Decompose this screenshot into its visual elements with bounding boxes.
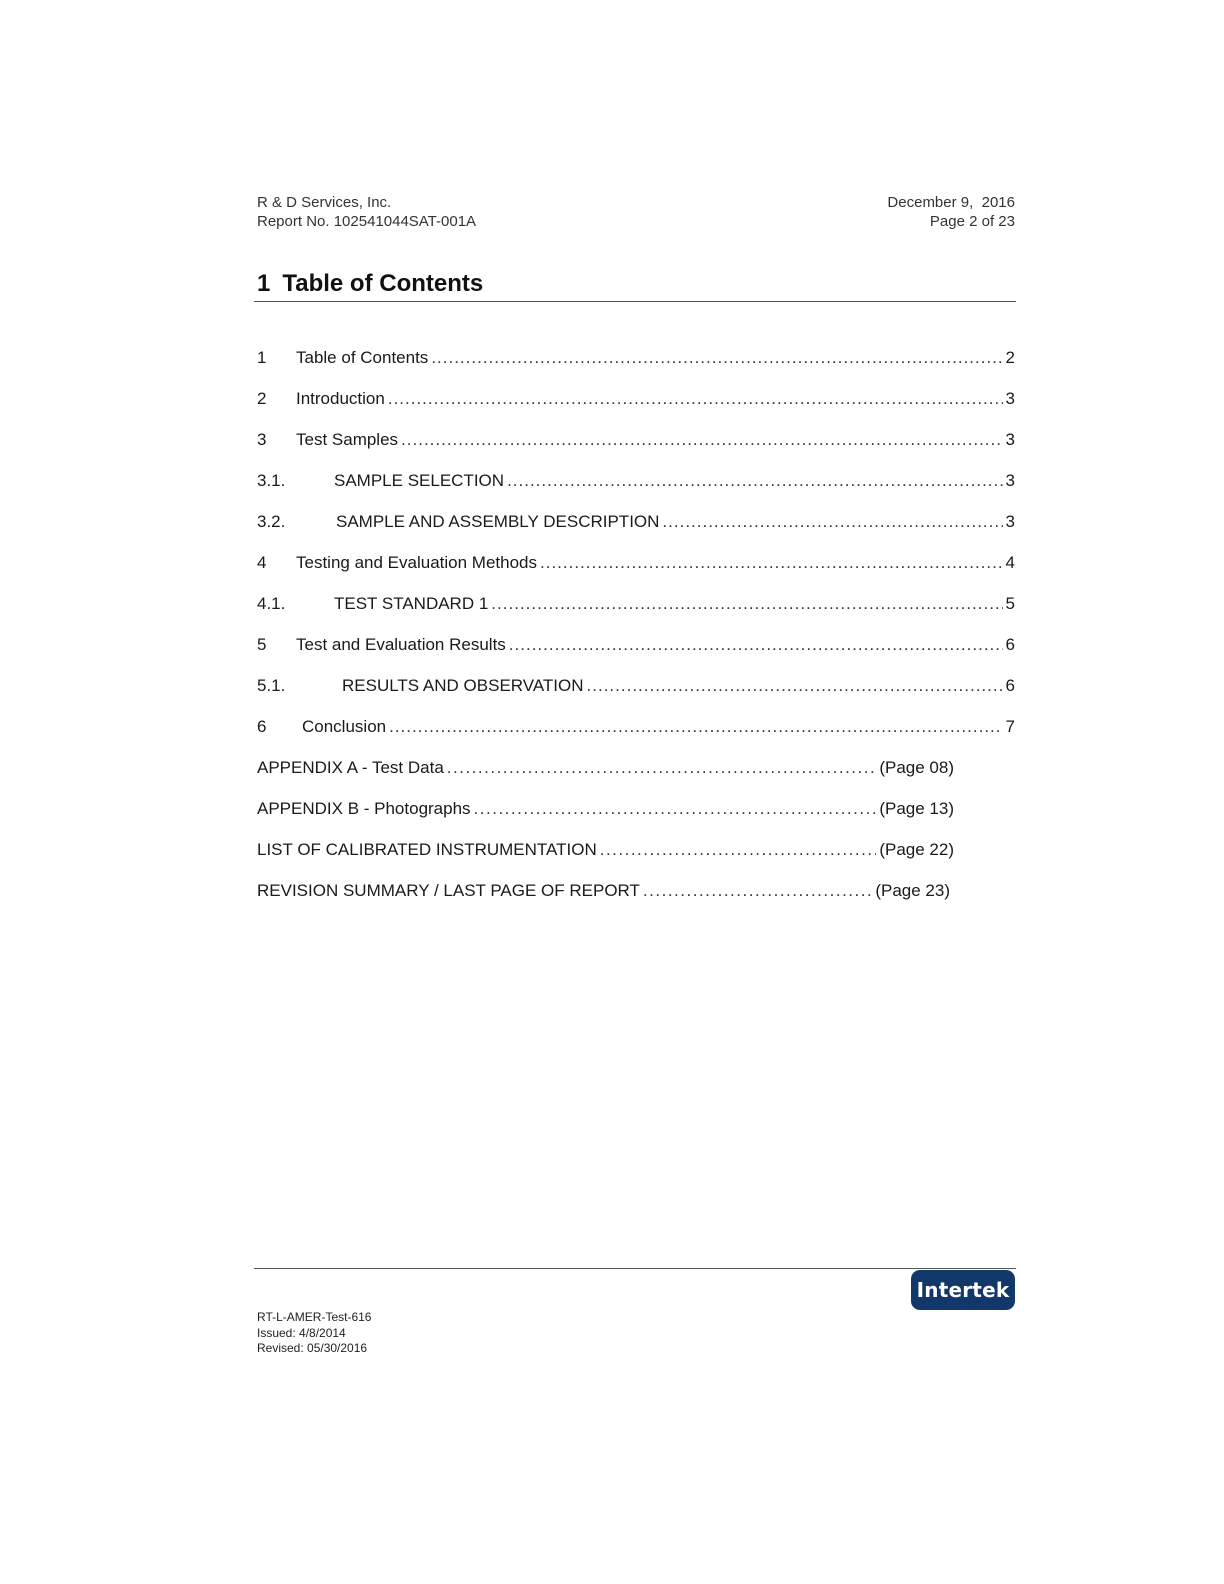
toc-entry-number: 1 [257,348,267,367]
toc-entry-page: 3 [1005,471,1015,490]
toc-entry-number: 3.2. [257,512,286,531]
toc-entry[interactable] [257,715,1015,756]
toc-entry-label: Introduction [296,389,385,408]
toc-leader [600,838,877,862]
footer-form-info [257,1310,371,1357]
toc-entry-page: 6 [1005,635,1015,654]
toc-leader [662,510,1002,534]
toc-entry-label: TEST STANDARD 1 [334,594,489,613]
toc-entry-page: 3 [1005,512,1015,531]
toc-entry[interactable] [257,428,1015,469]
toc-entry-number: 2 [257,389,267,408]
toc-entry-label: Test and Evaluation Results [296,635,506,654]
toc-entry-page: 7 [1005,717,1015,736]
toc-entry-label: APPENDIX B - Photographs [257,799,471,818]
toc-appendix-entry[interactable] [257,879,950,920]
header-left [257,193,476,231]
page-title [257,270,1015,298]
toc-entry-page: (Page 13) [879,799,954,818]
toc-appendix-entry[interactable] [257,797,954,838]
footer-divider [254,1268,1016,1269]
toc-entry-page: (Page 22) [879,840,954,859]
toc-entry-label: Testing and Evaluation Methods [296,553,537,572]
toc-entry-label: Conclusion [302,717,387,736]
toc-entry[interactable] [257,387,1015,428]
toc-entry-page: 5 [1005,594,1015,613]
toc-leader [447,756,877,780]
toc-entry-page: 6 [1005,676,1015,695]
table-of-contents [257,346,1015,920]
header-right [887,193,1015,231]
toc-leader [431,346,1002,370]
toc-leader [491,592,1002,616]
toc-appendix-entry[interactable] [257,838,954,879]
title-divider [254,301,1016,302]
section-number: 1 [257,270,271,297]
toc-entry[interactable] [257,592,1015,633]
toc-leader [401,428,1002,452]
toc-entry-number: 3 [257,430,267,449]
toc-entry-page: (Page 23) [875,881,950,900]
toc-entry[interactable] [257,674,1015,715]
report-number: Report No. 102541044SAT-001A [257,213,477,230]
toc-leader [643,879,872,903]
toc-entry-page: 4 [1005,553,1015,572]
toc-entry-page: (Page 08) [879,758,954,777]
toc-entry-label: APPENDIX A - Test Data [257,758,444,777]
intertek-logo: Intertek [911,1270,1015,1310]
toc-entry-number: 3.1. [257,471,286,490]
toc-entry-page: 3 [1005,430,1015,449]
toc-entry[interactable] [257,510,1015,551]
company-name: R & D Services, Inc. [257,194,392,211]
issued-date: Issued: 4/8/2014 [257,1325,346,1340]
toc-leader [540,551,1003,575]
report-date: December 9, 2016 [887,194,1015,211]
toc-leader [507,469,1002,493]
toc-entry-number: 4 [257,553,267,572]
toc-leader [587,674,1003,698]
toc-entry-page: 2 [1005,348,1015,367]
toc-entry-number: 5 [257,635,267,654]
toc-leader [388,387,1003,411]
toc-entry[interactable] [257,469,1015,510]
form-id: RT-L-AMER-Test-616 [257,1310,372,1324]
page-indicator: Page 2 of 23 [929,213,1015,230]
toc-entry[interactable] [257,551,1015,592]
toc-entry-label: Test Samples [296,430,399,449]
revised-date: Revised: 05/30/2016 [257,1341,368,1355]
toc-entry-label: LIST OF CALIBRATED INSTRUMENTATION [257,840,597,859]
toc-leader [389,715,1002,739]
toc-entry[interactable] [257,633,1015,674]
section-title: Table of Contents [282,270,484,297]
toc-entry-label: RESULTS AND OBSERVATION [342,676,584,695]
toc-entry-label: SAMPLE AND ASSEMBLY DESCRIPTION [336,512,660,531]
toc-entry[interactable] [257,346,1015,387]
toc-entry-label: REVISION SUMMARY / LAST PAGE OF REPORT [257,881,640,900]
toc-appendix-entry[interactable] [257,756,954,797]
toc-entry-number: 4.1. [257,594,286,613]
toc-entry-page: 3 [1005,389,1015,408]
toc-leader [474,797,877,821]
toc-leader [509,633,1003,657]
toc-entry-label: SAMPLE SELECTION [334,471,505,490]
toc-entry-label: Table of Contents [296,348,429,367]
toc-entry-number: 6 [257,717,267,736]
toc-entry-number: 5.1. [257,676,286,695]
